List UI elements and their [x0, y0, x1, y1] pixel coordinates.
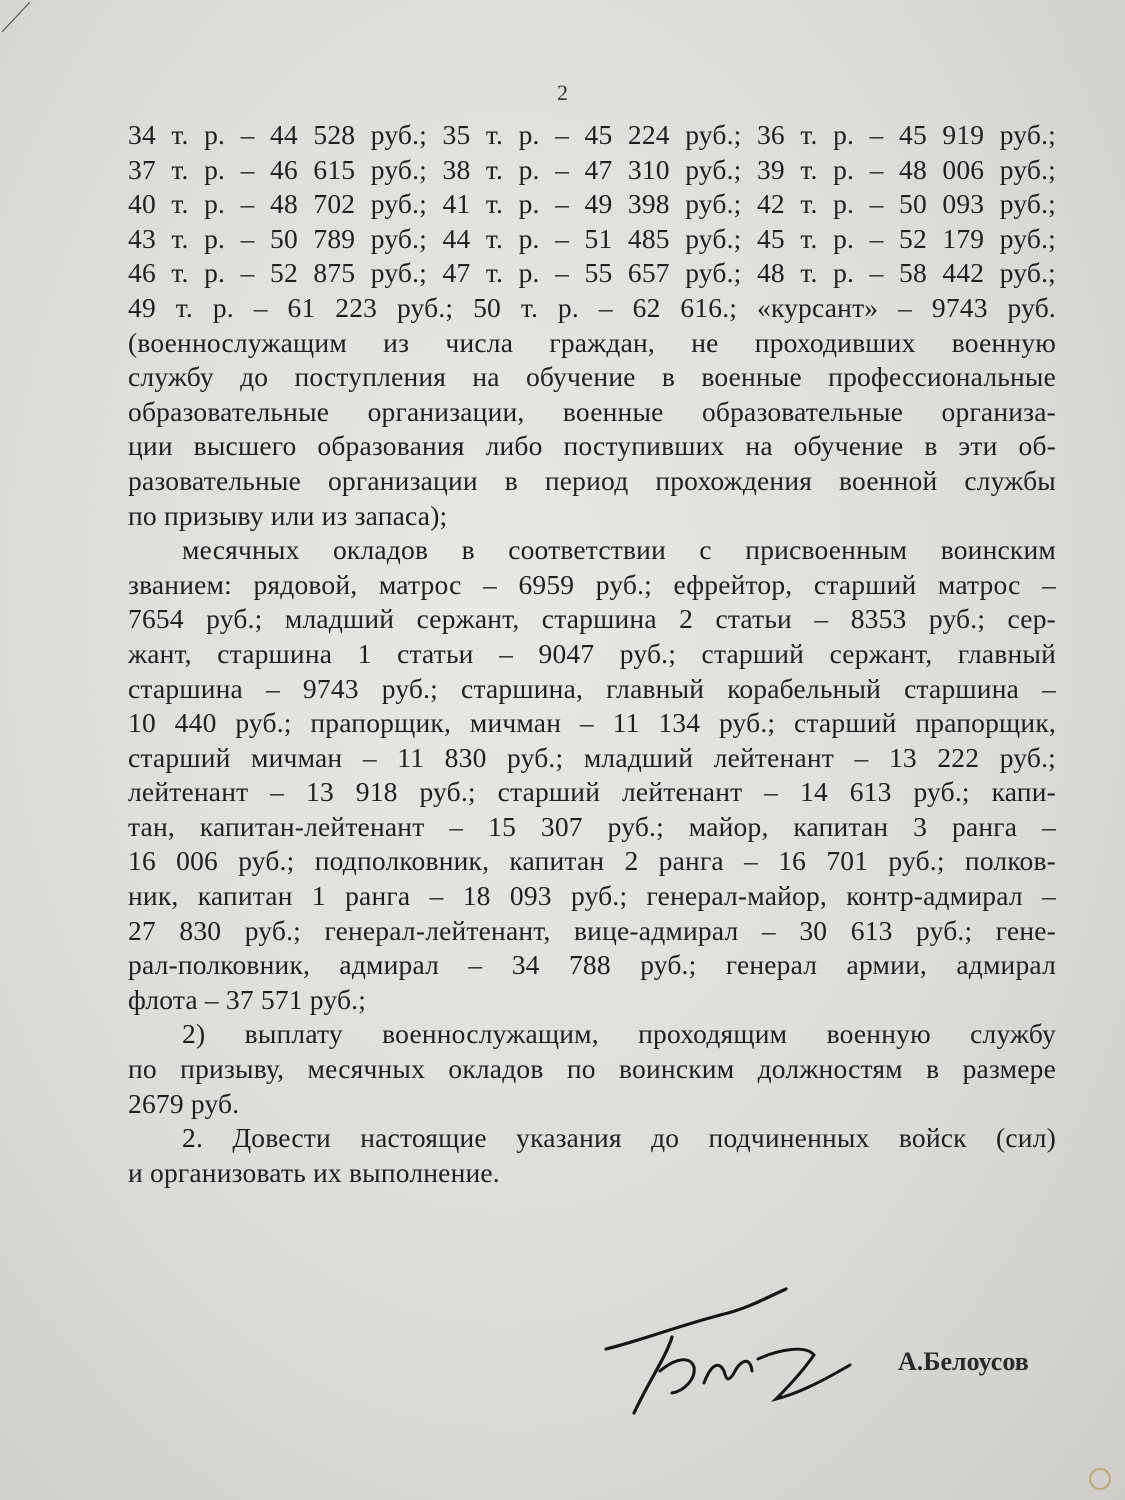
text-line: 46 т. р. – 52 875 руб.; 47 т. р. – 55 657 руб.; 48 т. р. – 58 442 руб.; [128, 257, 1056, 289]
text-line: 34 т. р. – 44 528 руб.; 35 т. р. – 45 224 руб.; 36 т. р. – 45 919 руб.; [128, 119, 1056, 150]
text-line: ник, капитан 1 ранга – 18 093 руб.; генерал-майор, контр-адмирал – [128, 880, 1056, 912]
text-line: службу до поступления на обучение в военные профессиональные [128, 361, 1056, 393]
text-line: 27 830 руб.; генерал-лейтенант, вице-адмирал – 30 613 руб.; гене- [128, 914, 1056, 946]
text-line: 2679 руб. [128, 1087, 240, 1119]
handwritten-signature [600, 1275, 890, 1425]
text-line: 10 440 руб.; прапорщик, мичман – 11 134 руб.; старший прапорщик, [128, 707, 1056, 739]
text-line: жант, старшина 1 статьи – 9047 руб.; старший сержант, главный [128, 637, 1056, 669]
text-line: по призыву, месячных окладов по воинским должностям в размере [128, 1053, 1056, 1085]
corner-crease [0, 0, 40, 40]
text-line: лейтенант – 13 918 руб.; старший лейтенант – 14 613 руб.; капи- [128, 776, 1056, 808]
page-number: 2 [557, 80, 568, 105]
text-line: 43 т. р. – 50 789 руб.; 44 т. р. – 51 485 руб.; 45 т. р. – 52 179 руб.; [128, 222, 1056, 254]
watermark-logo [1089, 1468, 1111, 1490]
text-line: (военнослужащим из числа граждан, не проходивших военную [128, 326, 1056, 358]
text-line: 7654 руб.; младший сержант, старшина 2 статьи – 8353 руб.; сер- [128, 603, 1056, 635]
text-line: ции высшего образования либо поступивших на обучение в эти об- [128, 430, 1056, 462]
text-line: рал-полковник, адмирал – 34 788 руб.; генерал армии, адмирал [128, 949, 1056, 981]
text-line: месячных окладов в соответствии с присвоенным воинским [182, 534, 1056, 566]
text-line: 49 т. р. – 61 223 руб.; 50 т. р. – 62 616.; «курсант» – 9743 руб. [128, 291, 1056, 323]
text-line: 16 006 руб.; подполковник, капитан 2 ранга – 16 701 руб.; полков- [128, 845, 1056, 877]
signer-name: А.Белоусов [898, 1347, 1029, 1376]
text-line: разовательные организации в период прохождения военной службы [128, 464, 1056, 496]
text-line: 37 т. р. – 46 615 руб.; 38 т. р. – 47 310 руб.; 39 т. р. – 48 006 руб.; [128, 153, 1056, 185]
text-line: старшина – 9743 руб.; старшина, главный корабельный старшина – [128, 672, 1056, 704]
text-line: образовательные организации, военные образовательные организа- [128, 395, 1056, 427]
text-line: флота – 37 571 руб.; [128, 983, 367, 1015]
text-line: званием: рядовой, матрос – 6959 руб.; ефрейтор, старший матрос – [128, 568, 1056, 600]
text-line: тан, капитан-лейтенант – 15 307 руб.; майор, капитан 3 ранга – [128, 810, 1056, 842]
text-line: и организовать их выполнение. [128, 1156, 500, 1188]
text-line: 2. Довести настоящие указания до подчиненных войск (сил) [182, 1122, 1056, 1154]
text-line: по призыву или из запаса); [128, 499, 448, 531]
text-line: 40 т. р. – 48 702 руб.; 41 т. р. – 49 398 руб.; 42 т. р. – 50 093 руб.; [128, 188, 1056, 220]
text-line: 2) выплату военнослужащим, проходящим военную службу [182, 1018, 1056, 1050]
text-line: старший мичман – 11 830 руб.; младший лейтенант – 13 222 руб.; [128, 741, 1056, 773]
signature-block [600, 1275, 1070, 1425]
document-body [128, 118, 1056, 1190]
